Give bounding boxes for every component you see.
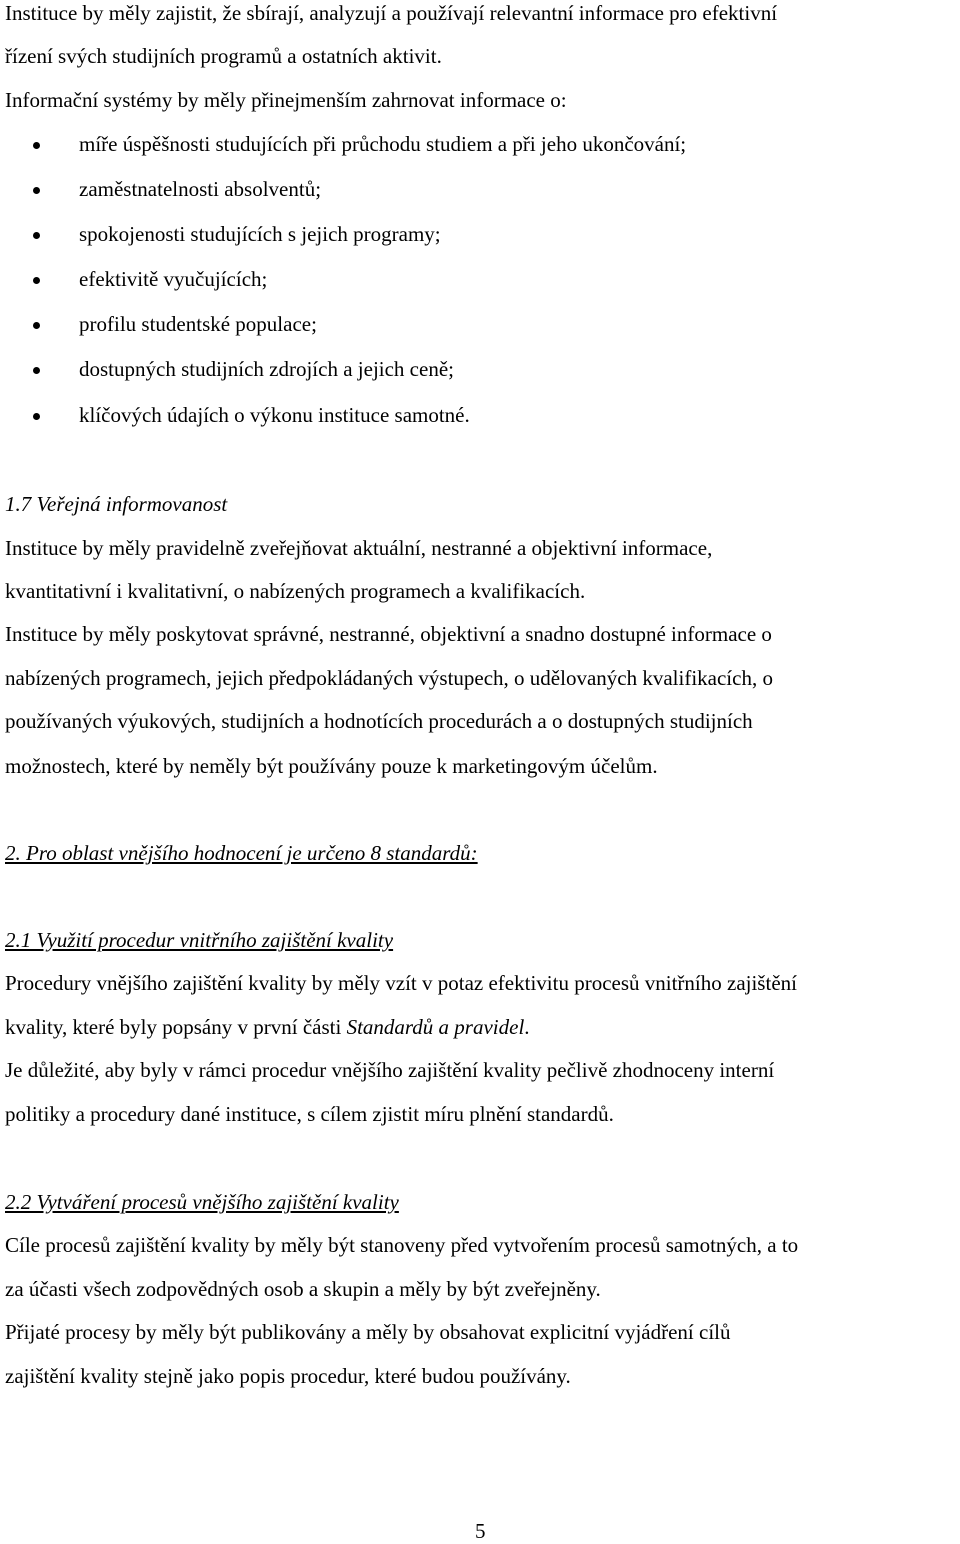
list-item-text: spokojenosti studujících s jejich programy; [79, 222, 441, 246]
paragraph-line: Procedury vnějšího zajištění kvality by měly vzít v potaz efektivitu procesů vnitřního zajištění [5, 971, 797, 995]
paragraph-line: Je důležité, aby byly v rámci procedur vnějšího zajištění kvality pečlivě zhodnoceny interní [5, 1058, 775, 1082]
paragraph-line: za účasti všech zodpovědných osob a skupin a měly by být zveřejněny. [5, 1277, 601, 1301]
section-heading-1-7: 1.7 Veřejná informovanost [5, 492, 228, 516]
paragraph-line: možnostech, které by neměly být používány pouze k marketingovým účelům. [5, 754, 658, 778]
intro-line-1: Instituce by měly zajistit, že sbírají, analyzují a používají relevantní informace pro efektivní [5, 1, 778, 25]
paragraph-line: Instituce by měly pravidelně zveřejňovat aktuální, nestranné a objektivní informace, [5, 536, 713, 560]
section-heading-2: 2. Pro oblast vnějšího hodnocení je určeno 8 standardů: [5, 841, 478, 865]
paragraph-text: kvality, které byly popsány v první části [5, 1015, 347, 1039]
bullet-icon [33, 367, 40, 374]
paragraph-line: politiky a procedury dané instituce, s cílem zjistit míru plnění standardů. [5, 1102, 614, 1126]
paragraph-line: používaných výukových, studijních a hodnotících procedurách a o dostupných studijních [5, 709, 753, 733]
paragraph-line [5, 1014, 530, 1040]
list-item-text: klíčových údajích o výkonu instituce samotné. [79, 403, 470, 427]
page-number: 5 [475, 1519, 486, 1543]
section-heading-2-1: 2.1 Využití procedur vnitřního zajištění kvality [5, 928, 394, 952]
bullet-icon [33, 187, 40, 194]
list-item-text: míře úspěšnosti studujících při průchodu studiem a při jeho ukončování; [79, 132, 687, 156]
list-item-text: profilu studentské populace; [79, 312, 317, 336]
list-item-text: zaměstnatelnosti absolventů; [79, 177, 322, 201]
document-title-reference: Standardů a pravidel [346, 1015, 525, 1039]
list-item-text: dostupných studijních zdrojích a jejich ceně; [79, 357, 454, 381]
list-item-text: efektivitě vyučujících; [79, 267, 268, 291]
bullet-icon [33, 322, 40, 329]
intro-line-3: Informační systémy by měly přinejmenším zahrnovat informace o: [5, 88, 567, 112]
paragraph-line: Přijaté procesy by měly být publikovány a měly by obsahovat explicitní vyjádření cílů [5, 1320, 731, 1344]
paragraph-line: zajištění kvality stejně jako popis procedur, které budou používány. [5, 1364, 571, 1388]
bullet-icon [33, 413, 40, 420]
paragraph-line: Cíle procesů zajištění kvality by měly být stanoveny před vytvořením procesů samotných, a to [5, 1233, 799, 1257]
bullet-icon [33, 232, 40, 239]
paragraph-line: Instituce by měly poskytovat správné, nestranné, objektivní a snadno dostupné informace o [5, 622, 772, 646]
section-heading-2-2: 2.2 Vytváření procesů vnějšího zajištění kvality [5, 1190, 399, 1214]
intro-line-2: řízení svých studijních programů a ostatních aktivit. [5, 44, 442, 68]
bullet-icon [33, 277, 40, 284]
paragraph-line: kvantitativní i kvalitativní, o nabízených programech a kvalifikacích. [5, 579, 586, 603]
bullet-icon [33, 142, 40, 149]
paragraph-line: nabízených programech, jejich předpokládaných výstupech, o udělovaných kvalifikacích, o [5, 666, 773, 690]
paragraph-text: . [524, 1015, 530, 1039]
